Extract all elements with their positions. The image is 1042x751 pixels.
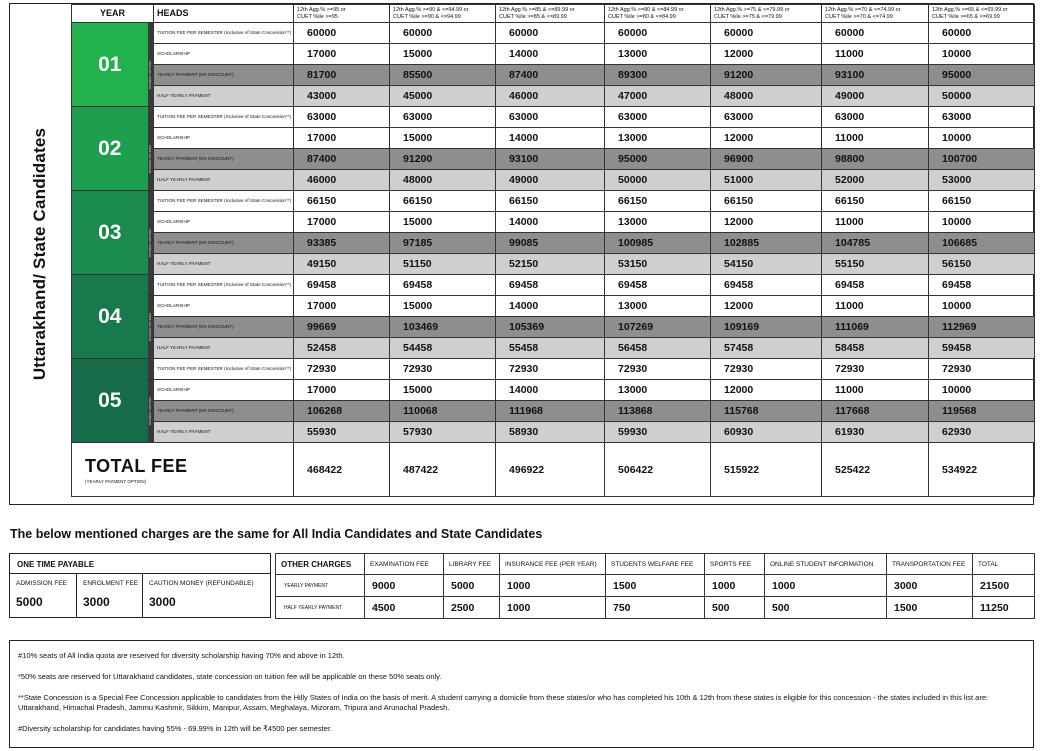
criteria-line: 12th Agg.% >=95 or [297,6,346,13]
criteria-line: CUET %ile >=75 & <=79.99 [714,13,782,20]
fee-cell: 11000 [822,380,929,401]
row-head: HALF YEARLY PAYMENT [154,422,294,443]
fee-table [71,4,1035,497]
year-label: 04 [72,275,148,359]
payment-options-label: PAYMENT OPTIONS [148,60,153,90]
total-fee-value: 496922 [496,443,605,497]
other-charges-yearly-row [276,575,1035,597]
note-uttarakhand-seats: *50% seats are reserved for Uttarakhand candidates, state concession on tuition fee will be applicable on these 50% seats only. [18,672,442,681]
fee-cell: 63000 [390,107,496,128]
criteria-line: 12th Agg.% >=65 & <=69.99 or [932,6,1008,13]
fee-cell: 11000 [822,212,929,233]
other-charge-value: 3000 [887,575,973,597]
fee-cell: 102885 [711,233,822,254]
fee-cell: 54150 [711,254,822,275]
fee-cell: 63000 [496,107,605,128]
total-fee-value: 525422 [822,443,929,497]
fee-cell: 98800 [822,149,929,170]
fee-cell: 60000 [929,23,1035,44]
enrolment-fee-label: ENROLMENT FEE [83,580,139,587]
criteria-header-2 [390,5,496,23]
fee-cell: 111069 [822,317,929,338]
fee-cell: 15000 [390,128,496,149]
fee-cell: 95000 [929,65,1035,86]
fee-cell: 110068 [390,401,496,422]
total-fee-title: TOTAL FEE [85,455,188,476]
other-charge-value: 11250 [973,597,1035,619]
fee-cell: 53150 [605,254,711,275]
total-fee-label-cell [72,443,294,497]
fee-cell: 15000 [390,212,496,233]
fee-cell: 60000 [711,23,822,44]
fee-cell: 63000 [605,107,711,128]
fee-cell: 52458 [294,338,390,359]
sidebar-label [10,4,71,504]
fee-cell: 55930 [294,422,390,443]
fee-cell: 117668 [822,401,929,422]
fee-cell: 13000 [605,296,711,317]
fee-cell: 59930 [605,422,711,443]
row-head: SCHOLARSHIP [154,44,294,65]
half-yearly-payment-row [72,86,1035,107]
yearly-payment-row [72,149,1035,170]
row-head: TUITION FEE PER SEMESTER (Inclusive of State Concession**) [154,107,294,128]
other-charge-header: EXAMINATION FEE [365,554,444,575]
criteria-header-3 [496,5,605,23]
fee-cell: 66150 [390,191,496,212]
yearly-payment-row [72,65,1035,86]
fee-cell: 66150 [496,191,605,212]
other-charges-row-label: YEARLY PAYMENT [276,575,365,597]
fee-cell: 11000 [822,44,929,65]
fee-cell: 66150 [711,191,822,212]
fee-cell: 60000 [390,23,496,44]
fee-cell: 15000 [390,44,496,65]
fee-cell: 106685 [929,233,1035,254]
other-charge-header: TOTAL [973,554,1035,575]
fee-cell: 66150 [929,191,1035,212]
other-charge-header: STUDENTS WELFARE FEE [606,554,705,575]
other-charge-value: 1000 [500,575,606,597]
fee-cell: 104785 [822,233,929,254]
criteria-line: 12th Agg.% >=75 & <=79.99 or [714,6,790,13]
criteria-line: 12th Agg.% >=80 & <=84.99 or [608,6,684,13]
other-charge-value: 9000 [365,575,444,597]
vertical-spacer [148,359,154,380]
fee-cell: 17000 [294,44,390,65]
fee-cell: 69458 [711,275,822,296]
tuition-fee-row [72,359,1035,380]
row-head: YEARLY PAYMENT (5% DISCOUNT) [154,317,294,338]
payment-options-label: PAYMENT OPTIONS [148,144,153,174]
year-label: 05 [72,359,148,443]
other-charge-header: SPORTS FEE [705,554,765,575]
fee-cell: 17000 [294,212,390,233]
fee-cell: 105369 [496,317,605,338]
criteria-line: CUET %ile >=80 & <=84.99 [608,13,676,20]
criteria-line: 12th Agg.% >=90 & <=94.99 or [393,6,469,13]
admission-fee-cell [10,574,77,617]
row-head: TUITION FEE PER SEMESTER (Inclusive of State Concession**) [154,23,294,44]
criteria-line: CUET %ile >=95 [297,13,338,20]
fee-cell: 17000 [294,380,390,401]
yearly-payment-row [72,317,1035,338]
year-label: 01 [72,23,148,107]
other-charges-row-label: HALF YEARLY PAYMENT [276,597,365,619]
criteria-header-1 [294,5,390,23]
vertical-spacer [148,191,154,212]
fee-cell: 56458 [605,338,711,359]
note-diversity-scholarship: #Diversity scholarship for candidates having 55% - 69.99% in 12th will be ₹4500 per semester. [18,724,333,733]
other-charge-value: 1000 [705,575,765,597]
fee-cell: 89300 [605,65,711,86]
vertical-spacer [148,23,154,44]
row-head: HALF YEARLY PAYMENT [154,170,294,191]
other-charges-half-yearly-row [276,597,1035,619]
fee-cell: 50000 [929,86,1035,107]
fee-cell: 109169 [711,317,822,338]
fee-cell: 60930 [711,422,822,443]
fee-cell: 72930 [294,359,390,380]
fee-cell: 63000 [294,107,390,128]
criteria-line: 12th Agg.% >=85 & <=89.99 or [499,6,575,13]
half-yearly-payment-row [72,254,1035,275]
fee-cell: 69458 [929,275,1035,296]
criteria-line: CUET %ile >=90 & <=94.99 [393,13,461,20]
row-head: TUITION FEE PER SEMESTER (Inclusive of State Concession**) [154,359,294,380]
fee-cell: 50000 [605,170,711,191]
fee-cell: 112969 [929,317,1035,338]
criteria-line: CUET %ile >=65 & <=69.99 [932,13,1000,20]
fee-cell: 13000 [605,212,711,233]
fee-cell: 17000 [294,296,390,317]
row-head: HALF YEARLY PAYMENT [154,338,294,359]
scholarship-row [72,128,1035,149]
total-fee-value: 468422 [294,443,390,497]
half-yearly-payment-row [72,170,1035,191]
admission-fee-label: ADMISSION FEE [16,580,67,587]
fee-cell: 60000 [822,23,929,44]
other-charge-value: 5000 [444,575,500,597]
row-head: YEARLY PAYMENT (5% DISCOUNT) [154,401,294,422]
other-charges-header-row [276,554,1035,575]
other-charge-header: LIBRARY FEE [444,554,500,575]
other-charge-value: 2500 [444,597,500,619]
row-head: YEARLY PAYMENT (5% DISCOUNT) [154,233,294,254]
fee-cell: 12000 [711,44,822,65]
fee-cell: 14000 [496,44,605,65]
fee-cell: 12000 [711,128,822,149]
scholarship-row [72,380,1035,401]
fee-cell: 72930 [496,359,605,380]
vertical-spacer [148,275,154,296]
row-head: SCHOLARSHIP [154,212,294,233]
fee-cell: 59458 [929,338,1035,359]
row-head: SCHOLARSHIP [154,296,294,317]
payment-options-label: PAYMENT OPTIONS [148,396,153,426]
note-state-concession: **State Concession is a Special Fee Concession applicable to candidates from the Hilly States of India on the basis of merit. A student carrying a domicile from these states/or who has completed his 10th & 12th from these states is eligible for this concession - the states included in this list are: Uttarakhand, Himachal Pradesh, Jammu Kashmir, Sikkim, Manipur, Assam, Meghalaya, Mizoram, Tripura and Arunachal Pradesh. [18,693,989,712]
fee-cell: 106268 [294,401,390,422]
other-charges-title: OTHER CHARGES [276,554,365,575]
fee-cell: 60000 [605,23,711,44]
fee-cell: 14000 [496,296,605,317]
fee-cell: 72930 [822,359,929,380]
other-charge-value: 500 [765,597,887,619]
other-charge-value: 1000 [500,597,606,619]
other-charges-table [275,553,1035,619]
other-charge-value: 750 [606,597,705,619]
fee-cell: 48000 [390,170,496,191]
total-fee-sublabel: (YEARLY PAYMENT OPTION) [85,478,147,484]
fee-cell: 52000 [822,170,929,191]
row-head: HALF YEARLY PAYMENT [154,86,294,107]
yearly-payment-row [72,401,1035,422]
fee-cell: 69458 [605,275,711,296]
total-fee-value: 506422 [605,443,711,497]
criteria-header-5 [711,5,822,23]
fee-cell: 72930 [605,359,711,380]
fee-cell: 15000 [390,296,496,317]
year-header: YEAR [72,5,154,23]
criteria-header-6 [822,5,929,23]
caution-money-value: 3000 [149,595,176,609]
other-charge-value: 1500 [606,575,705,597]
heads-header: HEADS [154,5,294,23]
year-label: 02 [72,107,148,191]
fee-cell: 10000 [929,128,1035,149]
tuition-fee-row [72,107,1035,128]
fee-cell: 63000 [929,107,1035,128]
fee-cell: 99085 [496,233,605,254]
total-fee-value: 487422 [390,443,496,497]
total-fee-value: 534922 [929,443,1035,497]
scholarship-row [72,44,1035,65]
tuition-fee-row [72,23,1035,44]
fee-cell: 45000 [390,86,496,107]
fee-cell: 72930 [929,359,1035,380]
criteria-header-7 [929,5,1035,23]
fee-cell: 62930 [929,422,1035,443]
payment-options-label: PAYMENT OPTIONS [148,228,153,258]
fee-cell: 55150 [822,254,929,275]
other-charge-value: 1500 [887,597,973,619]
yearly-payment-row [72,233,1035,254]
notes-box [9,640,1034,748]
fee-cell: 93385 [294,233,390,254]
tuition-fee-row [72,275,1035,296]
fee-cell: 87400 [294,149,390,170]
fee-cell: 96900 [711,149,822,170]
fee-cell: 51150 [390,254,496,275]
fee-cell: 11000 [822,128,929,149]
fee-cell: 43000 [294,86,390,107]
fee-cell: 17000 [294,128,390,149]
fee-cell: 12000 [711,296,822,317]
fee-cell: 13000 [605,128,711,149]
fee-cell: 10000 [929,296,1035,317]
payment-options-tag [148,380,154,443]
fee-cell: 13000 [605,380,711,401]
fee-cell: 69458 [496,275,605,296]
fee-cell: 60000 [294,23,390,44]
criteria-line: CUET %ile >=85 & <=89.99 [499,13,567,20]
payment-options-tag [148,212,154,275]
total-fee-value: 515922 [711,443,822,497]
fee-cell: 91200 [390,149,496,170]
sidebar-title: Uttarakhand/ State Candidates [30,127,49,381]
fee-cell: 100700 [929,149,1035,170]
fee-cell: 11000 [822,296,929,317]
fee-cell: 14000 [496,212,605,233]
admission-fee-value: 5000 [16,595,43,609]
vertical-spacer [148,107,154,128]
scholarship-row [72,212,1035,233]
fee-cell: 119568 [929,401,1035,422]
fee-cell: 115768 [711,401,822,422]
payment-options-label: PAYMENT OPTIONS [148,312,153,342]
fee-cell: 51000 [711,170,822,191]
fee-cell: 66150 [822,191,929,212]
payment-options-tag [148,44,154,107]
fee-cell: 53000 [929,170,1035,191]
fee-cell: 57930 [390,422,496,443]
one-time-title: ONE TIME PAYABLE [10,554,270,574]
fee-cell: 81700 [294,65,390,86]
fee-cell: 60000 [496,23,605,44]
fee-cell: 58458 [822,338,929,359]
payment-options-tag [148,296,154,359]
fee-cell: 54458 [390,338,496,359]
fee-cell: 97185 [390,233,496,254]
half-yearly-payment-row [72,422,1035,443]
fee-cell: 46000 [496,86,605,107]
fee-cell: 55458 [496,338,605,359]
fee-cell: 99669 [294,317,390,338]
fee-cell: 10000 [929,44,1035,65]
fee-cell: 12000 [711,212,822,233]
row-head: SCHOLARSHIP [154,128,294,149]
fee-cell: 107269 [605,317,711,338]
fee-structure-panel [9,3,1034,505]
fee-cell: 69458 [294,275,390,296]
fee-cell: 87400 [496,65,605,86]
fee-cell: 91200 [711,65,822,86]
fee-cell: 14000 [496,128,605,149]
fee-table-header [72,5,1035,23]
fee-cell: 111968 [496,401,605,422]
common-charges-title: The below mentioned charges are the same for All India Candidates and State Candidates [10,527,543,541]
other-charge-header: TRANSPORTATION FEE [887,554,973,575]
criteria-header-4 [605,5,711,23]
fee-cell: 93100 [822,65,929,86]
other-charge-value: 4500 [365,597,444,619]
fee-cell: 57458 [711,338,822,359]
fee-cell: 100985 [605,233,711,254]
row-head: YEARLY PAYMENT (5% DISCOUNT) [154,65,294,86]
fee-cell: 14000 [496,380,605,401]
fee-cell: 103469 [390,317,496,338]
row-head: HALF YEARLY PAYMENT [154,254,294,275]
fee-cell: 12000 [711,380,822,401]
fee-cell: 49000 [496,170,605,191]
note-diversity-quota: #10% seats of All India quota are reserved for diversity scholarship having 70% and above in 12th. [18,651,345,660]
fee-cell: 95000 [605,149,711,170]
other-charge-value: 21500 [973,575,1035,597]
fee-cell: 66150 [294,191,390,212]
caution-money-label: CAUTION MONEY (REFUNDABLE) [149,580,254,587]
other-charge-value: 500 [705,597,765,619]
fee-cell: 13000 [605,44,711,65]
fee-cell: 72930 [390,359,496,380]
fee-cell: 66150 [605,191,711,212]
row-head: TUITION FEE PER SEMESTER (Inclusive of State Concession**) [154,191,294,212]
year-label: 03 [72,191,148,275]
tuition-fee-row [72,191,1035,212]
other-charge-header: INSURANCE FEE (PER YEAR) [500,554,606,575]
fee-cell: 93100 [496,149,605,170]
fee-cell: 63000 [711,107,822,128]
enrolment-fee-cell [77,574,143,617]
fee-cell: 58930 [496,422,605,443]
fee-cell: 15000 [390,380,496,401]
fee-cell: 49150 [294,254,390,275]
one-time-payable-box [9,553,271,618]
fee-cell: 69458 [390,275,496,296]
row-head: YEARLY PAYMENT (5% DISCOUNT) [154,149,294,170]
fee-cell: 85500 [390,65,496,86]
other-charge-value: 1000 [765,575,887,597]
fee-cell: 10000 [929,212,1035,233]
row-head: TUITION FEE PER SEMESTER (Inclusive of State Concession**) [154,275,294,296]
criteria-line: 12th Agg.% >=70 & <=74.99 or [825,6,901,13]
fee-cell: 61930 [822,422,929,443]
fee-cell: 49000 [822,86,929,107]
caution-money-cell [143,574,270,617]
other-charge-header: ONLINE STUDENT INFORMATION [765,554,887,575]
fee-cell: 47000 [605,86,711,107]
total-fee-row [72,443,1035,497]
payment-options-tag [148,128,154,191]
fee-cell: 72930 [711,359,822,380]
row-head: SCHOLARSHIP [154,380,294,401]
fee-cell: 113868 [605,401,711,422]
fee-cell: 56150 [929,254,1035,275]
fee-cell: 48000 [711,86,822,107]
scholarship-row [72,296,1035,317]
half-yearly-payment-row [72,338,1035,359]
fee-cell: 63000 [822,107,929,128]
criteria-line: CUET %ile >=70 & <=74.99 [825,13,893,20]
fee-cell: 69458 [822,275,929,296]
fee-cell: 46000 [294,170,390,191]
fee-cell: 10000 [929,380,1035,401]
enrolment-fee-value: 3000 [83,595,110,609]
fee-cell: 52150 [496,254,605,275]
